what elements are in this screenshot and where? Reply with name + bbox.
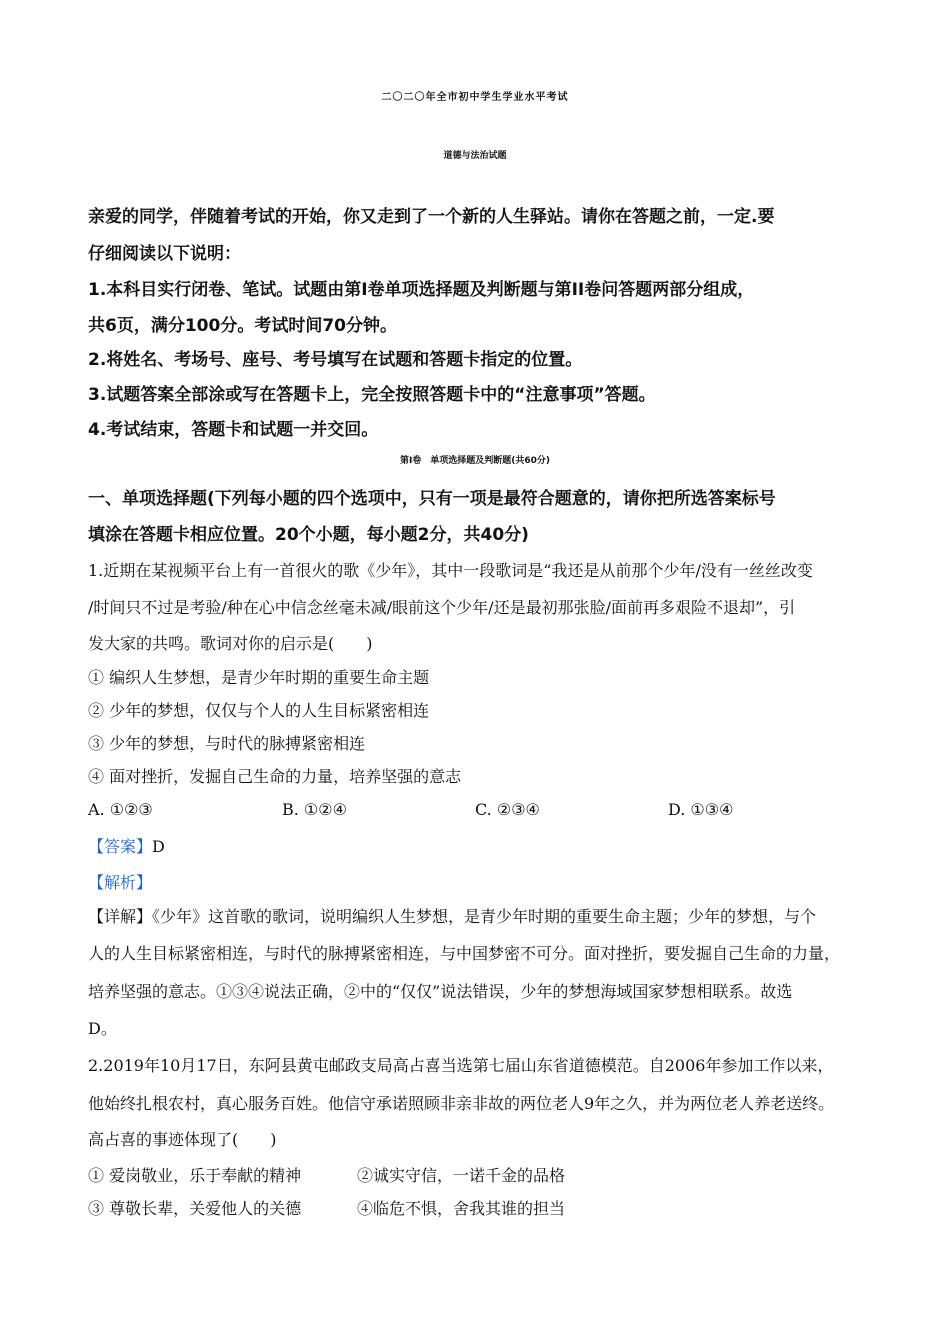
part-heading: 一、单项选择题(下列每小题的四个选项中，只有一项是最符合题意的，请你把所选答案标号 <box>88 489 776 509</box>
intro-line: 2.将姓名、考场号、座号、考号填写在试题和答题卡指定的位置。 <box>88 350 583 370</box>
page-title: 二〇二〇年全市初中学生学业水平考试 <box>381 92 569 103</box>
question-stem: 发大家的共鸣。歌词对你的启示是( ) <box>88 634 373 653</box>
answer-line <box>88 836 165 858</box>
choice-b: B. ①②④ <box>282 800 347 819</box>
question-item: ④ 面对挫折，发掘自己生命的力量，培养坚强的意志 <box>88 767 462 786</box>
choice-d: D. ①③④ <box>668 800 734 819</box>
answer-tag: 【答案】 <box>88 837 153 856</box>
analysis-tag: 【解析】 <box>88 873 153 892</box>
intro-line: 4.考试结束，答题卡和试题一并交回。 <box>88 420 379 440</box>
detail-line: D。 <box>88 1019 117 1038</box>
intro-line: 仔细阅读以下说明： <box>88 244 241 264</box>
intro-line: 3.试题答案全部涂或写在答题卡上，完全按照答题卡中的“注意事项”答题。 <box>88 385 656 405</box>
answer-value: D <box>152 837 165 856</box>
analysis-line <box>88 872 152 894</box>
intro-line: 共6页，满分100分。考试时间70分钟。 <box>88 316 397 336</box>
intro-line: 1.本科目实行闭卷、笔试。试题由第Ⅰ卷单项选择题及判断题与第II卷问答题两部分组成， <box>88 280 755 300</box>
choice-c: C. ②③④ <box>475 800 540 819</box>
page-subtitle: 道德与法治试题 <box>443 151 507 161</box>
question-item: ④临危不惧，舍我其谁的担当 <box>357 1199 566 1218</box>
question-stem: 他始终扎根农村，真心服务百姓。他信守承诺照顾非亲非故的两位老人9年之久，并为两位老人养老送终。 <box>88 1094 835 1113</box>
part-heading: 填涂在答题卡相应位置。20个小题，每小题2分，共40分) <box>88 525 529 545</box>
question-stem: /时间只不过是考验/种在心中信念丝毫未减/眼前这个少年/还是最初那张脸/面前再多艰险不退却”，引 <box>88 598 796 617</box>
question-item: ② 少年的梦想，仅仅与个人的人生目标紧密相连 <box>88 701 430 720</box>
choice-a: A. ①②③ <box>88 800 153 819</box>
question-item: ① 爱岗敬业，乐于奉献的精神 <box>88 1166 302 1185</box>
detail-line: 人的人生目标紧密相连，与时代的脉搏紧密相连，与中国梦密不可分。面对挫折，要发掘自己生命的力量， <box>88 944 841 963</box>
question-stem: 2.2019年10月17日，东阿县黄屯邮政支局高占喜当选第七届山东省道德模范。自2006年参加工作以来， <box>88 1056 834 1075</box>
question-stem: 高占喜的事迹体现了( ) <box>88 1130 277 1149</box>
question-item: ③ 尊敬长辈，关爱他人的关德 <box>88 1199 302 1218</box>
question-item: ③ 少年的梦想，与时代的脉搏紧密相连 <box>88 734 366 753</box>
intro-line: 亲爱的同学，伴随着考试的开始，你又走到了一个新的人生驿站。请你在答题之前，一定.要 <box>88 207 775 227</box>
question-item: ① 编织人生梦想，是青少年时期的重要生命主题 <box>88 668 430 687</box>
detail-line: 【详解】《少年》这首歌的歌词，说明编织人生梦想，是青少年时期的重要生命主题；少年的梦想，与个 <box>88 907 817 926</box>
detail-line: 培养坚强的意志。①③④说法正确，②中的“仅仅”说法错误，少年的梦想海域国家梦想相联系。故选 <box>88 982 793 1001</box>
question-stem: 1.近期在某视频平台上有一首很火的歌《少年》，其中一段歌词是“我还是从前那个少年/没有一丝丝改变 <box>88 561 813 580</box>
section-title: 第Ⅰ卷 单项选择题及判断题(共60分) <box>399 456 551 466</box>
question-item: ②诚实守信，一诺千金的品格 <box>357 1166 566 1185</box>
